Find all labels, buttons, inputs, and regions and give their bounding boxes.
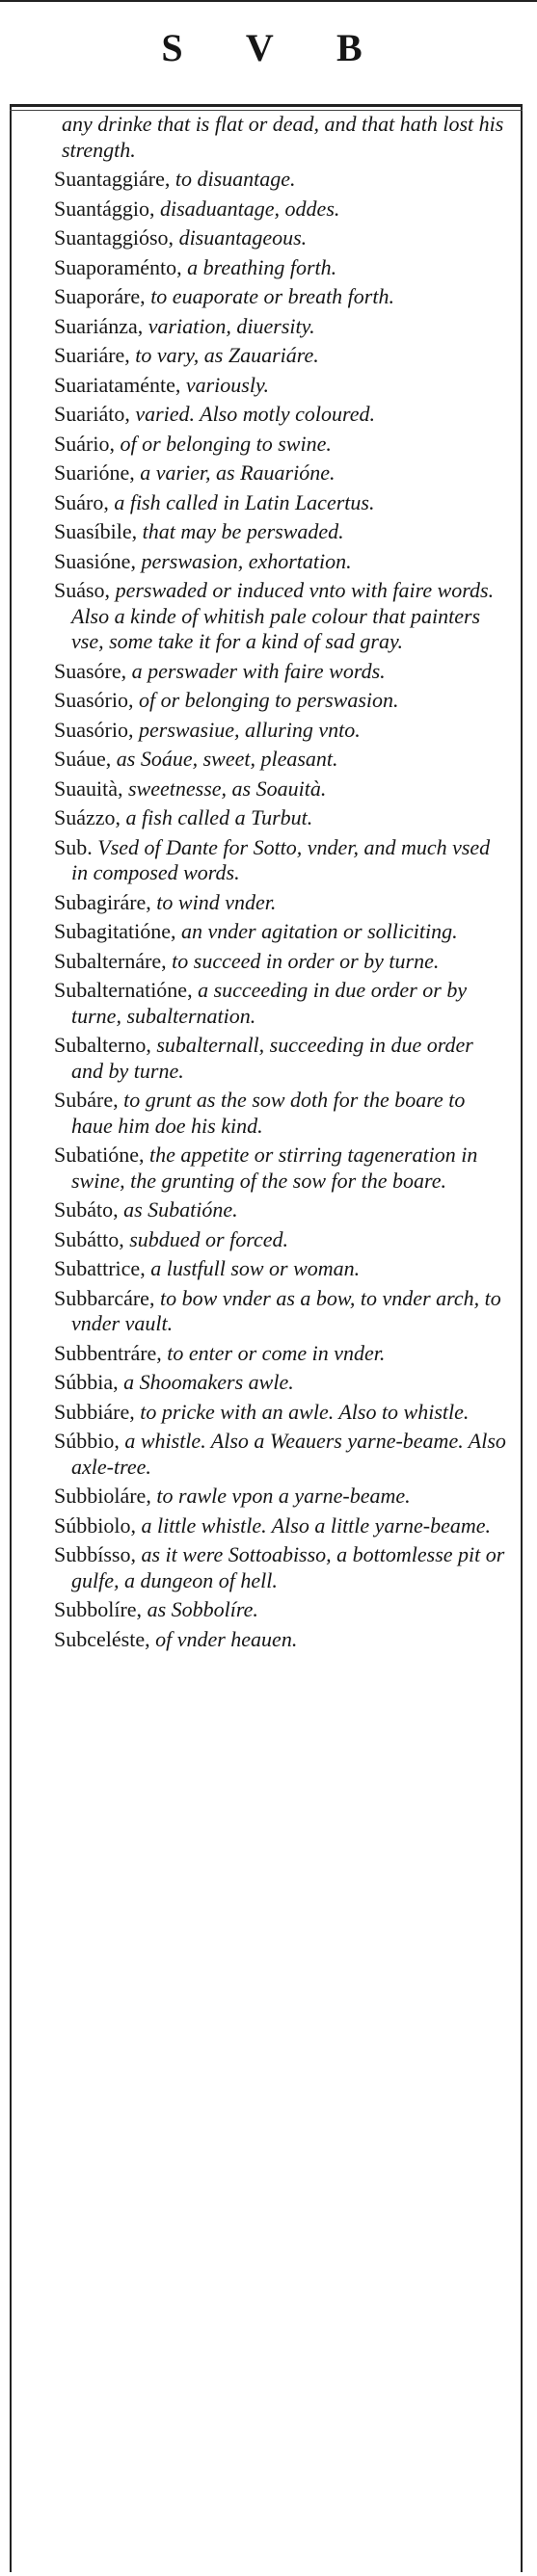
entry-headword: Suaporaménto, (54, 254, 182, 279)
entry-definition: perswasion, exhortation. (135, 548, 352, 573)
entry-headword: Súbbia, (54, 1370, 119, 1394)
dictionary-entry (54, 1256, 507, 1282)
dictionary-entry (54, 1513, 507, 1539)
entry-definition: perswaded or induced vnto with faire words. Also a kinde of whitish pale colour that painters vse, some take it for a kind of sad gray. (71, 578, 495, 653)
entry-headword: Suáso, (54, 578, 111, 602)
dictionary-entry (54, 1542, 507, 1593)
entry-definition: a succeeding in due order or by turne, subalternation. (71, 978, 468, 1028)
entry-definition: perswasiue, alluring vnto. (133, 717, 361, 742)
entry-headword: Subáto, (54, 1197, 119, 1222)
dictionary-entry (54, 490, 507, 516)
entry-definition: subdued or forced. (123, 1226, 289, 1251)
entry-definition: a varier, as Rauarióne. (134, 460, 336, 485)
entry-definition: a little whistle. Also a little yarne-beame. (135, 1512, 492, 1538)
entry-definition: to vary, as Zauariáre. (129, 343, 319, 367)
dictionary-entry (54, 718, 507, 744)
entry-headword: Súbbiolo, (54, 1512, 136, 1538)
dictionary-entry (54, 255, 507, 281)
entry-definition: as Sobbolíre. (142, 1597, 258, 1621)
entry-definition: as Subatióne. (118, 1197, 238, 1222)
entry-headword: Suaporáre, (54, 284, 146, 308)
dictionary-entry (54, 805, 507, 831)
dictionary-entry (54, 1143, 507, 1194)
entry-headword: Súbbio, (54, 1429, 120, 1453)
dictionary-entry (54, 197, 507, 223)
dictionary-entry (54, 578, 507, 655)
entry-definition: of or belonging to perswasion. (133, 688, 399, 712)
entry-definition: the appetite or stirring tageneration in swine, the grunting of the sow for the boare. (71, 1143, 478, 1193)
entry-headword: Suariataménte, (54, 372, 181, 397)
column-frame-inner-rule (10, 110, 523, 111)
entry-headword: Subbolíre, (54, 1597, 143, 1621)
dictionary-entry (54, 1033, 507, 1084)
entry-definition: of or belonging to swine. (114, 431, 332, 456)
entry-definition: to rawle vpon a yarne-beame. (150, 1484, 411, 1508)
entry-definition: as it were Sottoabisso, a bottomlesse pit or gulfe, a dungeon of hell. (71, 1542, 505, 1592)
entry-headword: Subátto, (54, 1226, 124, 1251)
entry-definition: disaduantage, oddes. (154, 196, 340, 221)
dictionary-entry (54, 949, 507, 975)
entry-headword: Suantaggióso, (54, 225, 175, 250)
entry-definition: a fish called a Turbut. (121, 805, 313, 829)
dictionary-entry (54, 432, 507, 458)
entry-definition: a Shoomakers awle. (118, 1370, 294, 1394)
entry-definition: a fish called in Latin Lacertus. (108, 489, 375, 514)
entry-definition: variation, diuersity. (143, 313, 315, 338)
entry-definition: to disuantage. (170, 167, 296, 191)
entry-headword: Subáre, (54, 1088, 119, 1112)
dictionary-entry (54, 890, 507, 916)
entry-definition: a lustfull sow or woman. (145, 1256, 361, 1280)
entry-headword: Subbísso, (54, 1542, 136, 1566)
entry-headword: Subagitatióne, (54, 919, 176, 943)
entry-headword: Subagiráre, (54, 889, 151, 914)
entry-definition: to grunt as the sow doth for the boare to haue him doe his kind. (71, 1088, 466, 1138)
entry-definition: variously. (180, 372, 270, 397)
entry-headword: Subatióne, (54, 1143, 145, 1167)
dictionary-entry (54, 1597, 507, 1623)
entry-definition: a perswader with faire words. (126, 658, 386, 683)
dictionary-entry (54, 549, 507, 575)
entry-headword: Subalternatióne, (54, 978, 193, 1002)
dictionary-entry (54, 519, 507, 545)
top-rule (0, 0, 537, 2)
entry-headword: Suasóre, (54, 658, 127, 683)
entry-definition: an vnder agitation or solliciting. (175, 919, 458, 943)
dictionary-entry (54, 747, 507, 773)
dictionary-entry (54, 919, 507, 945)
entry-headword: Subbarcáre, (54, 1285, 155, 1310)
entry-definition: varied. Also motly coloured. (129, 402, 376, 426)
entry-headword: Suariáre, (54, 343, 130, 367)
entry-headword: Subbioláre, (54, 1484, 151, 1508)
dictionary-entry (54, 659, 507, 685)
entry-definition: Vsed of Dante for Sotto, vnder, and much vsed in composed words. (71, 834, 491, 884)
dictionary-entry (54, 1627, 507, 1653)
dictionary-entry (54, 1197, 507, 1223)
entry-headword: Suáue, (54, 747, 112, 771)
dictionary-entry (54, 284, 507, 310)
dictionary-entry (54, 978, 507, 1029)
entry-definition: sweetnesse, as Soauità. (122, 775, 327, 801)
entry-headword: Suasióne, (54, 548, 136, 573)
dictionary-entry (54, 1484, 507, 1510)
dictionary-entry (54, 373, 507, 399)
entry-definition: disuantageous. (174, 225, 308, 250)
dictionary-entry (54, 1227, 507, 1253)
entry-headword: Suasório, (54, 688, 134, 712)
entry-definition: as Soáue, sweet, pleasant. (111, 747, 338, 771)
entry-headword: Subbentráre, (54, 1340, 162, 1365)
entry-definition: to wind vnder. (150, 889, 277, 914)
entry-headword: Suariánza, (54, 313, 144, 338)
entry-definition: subalternall, succeeding in due order and by turne. (71, 1033, 473, 1083)
entry-headword: Sub. (54, 834, 93, 859)
entry-headword: Subbiáre, (54, 1399, 135, 1424)
entry-definition: that may be perswaded. (137, 519, 344, 543)
dictionary-entry (54, 1400, 507, 1426)
entry-definition: to pricke with an awle. Also to whistle. (134, 1399, 470, 1424)
dictionary-entry (54, 1370, 507, 1396)
entry-headword: Suarióne, (54, 460, 135, 485)
entry-headword: Suantaggiáre, (54, 167, 171, 191)
entry-definition: of vnder heauen. (149, 1626, 298, 1651)
dictionary-entry (54, 688, 507, 714)
entry-headword: Suauità, (54, 775, 123, 801)
page-heading: S V B (161, 26, 389, 69)
entry-headword: Subattrice, (54, 1256, 146, 1280)
dictionary-entry (54, 835, 507, 886)
entry-definition: a breathing forth. (181, 254, 337, 279)
entry-headword: Subceléste, (54, 1626, 150, 1651)
entry-headword: Suantággio, (54, 196, 155, 221)
entry-headword: Suasíbile, (54, 519, 138, 543)
dictionary-entry (54, 1341, 507, 1367)
entry-headword: Suáro, (54, 489, 109, 514)
dictionary-entry (54, 225, 507, 251)
dictionary-entry (54, 402, 507, 428)
dictionary-entry (54, 460, 507, 486)
entry-headword: Subalternáre, (54, 948, 167, 973)
dictionary-entry (54, 112, 507, 163)
entry-headword: Suário, (54, 431, 115, 456)
dictionary-entry (54, 1088, 507, 1139)
entry-headword: Suasório, (54, 717, 134, 742)
entry-definition: to bow vnder as a bow, to vnder arch, to vnder vault. (71, 1285, 501, 1335)
entry-headword: Subalterno, (54, 1033, 151, 1057)
entry-definition: a whistle. Also a Weauers yarne-beame. Also axle-tree. (71, 1429, 506, 1479)
dictionary-entry (54, 1429, 507, 1480)
entry-headword: Suariáto, (54, 402, 130, 426)
entry-definition: to succeed in order or by turne. (166, 948, 440, 973)
entry-definition: to enter or come in vnder. (161, 1340, 386, 1365)
entry-list (54, 112, 507, 1656)
entry-definition: to euaporate or breath forth. (145, 284, 394, 308)
entry-headword: Suázzo, (54, 805, 121, 829)
dictionary-entry (54, 167, 507, 193)
entry-definition: any drinke that is flat or dead, and that hath lost his strength. (62, 112, 504, 162)
dictionary-entry (54, 314, 507, 340)
dictionary-entry (54, 1286, 507, 1337)
dictionary-entry (54, 776, 507, 802)
dictionary-entry (54, 343, 507, 369)
